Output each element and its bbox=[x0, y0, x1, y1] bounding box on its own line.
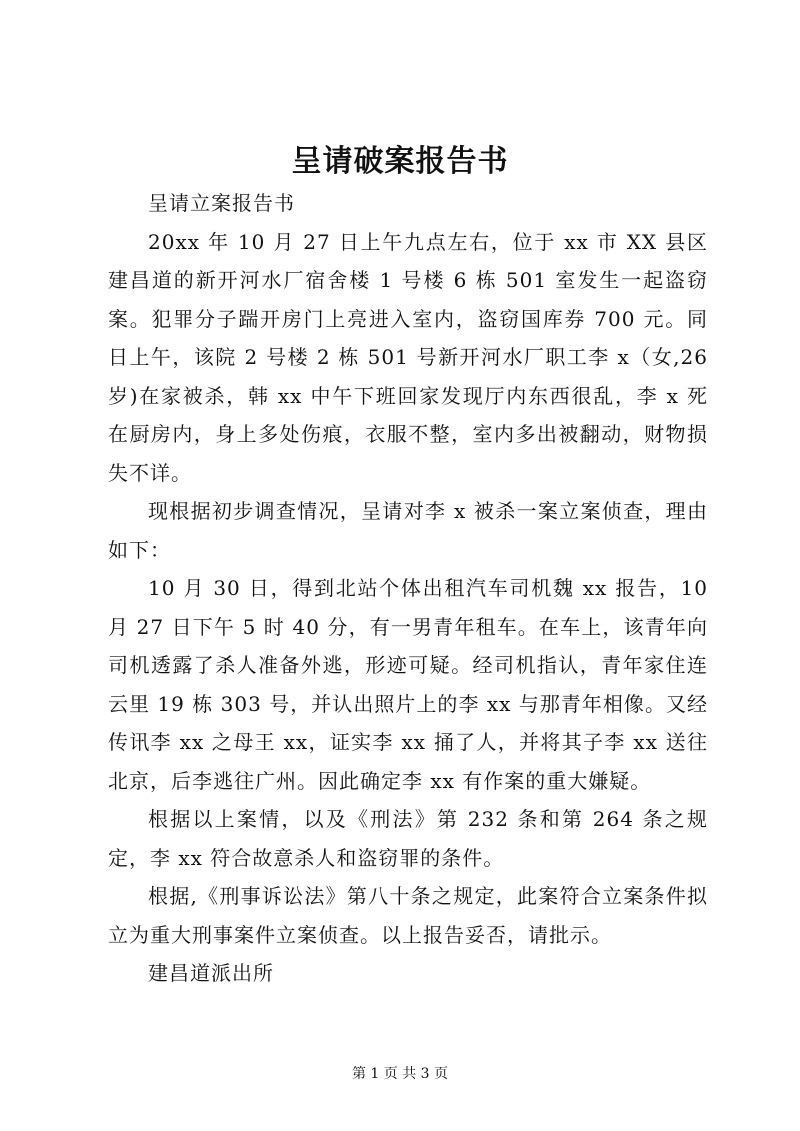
paragraph-evidence: 10 月 30 日，得到北站个体出租汽车司机魏 xx 报告，10 月 27 日下午 5 时 40 分，有一男青年租车。在车上，该青年向司机透露了杀人准备外逃，形迹可疑。经司机指认，青年家住连云里 19 栋 303 号，并认出照片上的李 xx 与那青年相像。又经传讯李 xx 之母王 xx，证实李 xx 捅了人，并将其子李 xx 送往北京，后李逃往广州。因此确定李 xx 有作案的重大嫌疑。 bbox=[108, 576, 708, 793]
paragraph-signature: 建昌道派出所 bbox=[148, 961, 274, 985]
page-number-footer: 第 1 页 共 3 页 bbox=[351, 1066, 449, 1082]
paragraph-request: 现根据初步调查情况，呈请对李 x 被杀一案立案侦查，理由如下： bbox=[108, 499, 708, 562]
paragraph-conclusion: 根据,《刑事诉讼法》第八十条之规定，此案符合立案条件拟立为重大刑事案件立案侦查。以上报告妥否，请批示。 bbox=[108, 884, 708, 947]
paragraph-legal-basis: 根据以上案情，以及《刑法》第 232 条和第 264 条之规定，李 xx 符合故意杀人和盗窃罪的条件。 bbox=[108, 807, 708, 870]
document-title: 呈请破案报告书 bbox=[291, 144, 509, 179]
paragraph-incident: 20xx 年 10 月 27 日上午九点左右，位于 xx 市 XX 县区建昌道的新开河水厂宿舍楼 1 号楼 6 栋 501 室发生一起盗窃案。犯罪分子踹开房门上亮进入室内，盗窃国库券 700 元。同日上午，该院 2 号楼 2 栋 501 号新开河水厂职工李 x（女,26 岁)在家被杀，韩 xx 中午下班回家发现厅内东西很乱，李 x 死在厨房内，身上多处伤痕，衣服不整，室内多出被翻动，财物损失不详。 bbox=[108, 229, 708, 485]
paragraph-subtitle: 呈请立案报告书 bbox=[148, 191, 295, 215]
document-body bbox=[108, 184, 708, 993]
